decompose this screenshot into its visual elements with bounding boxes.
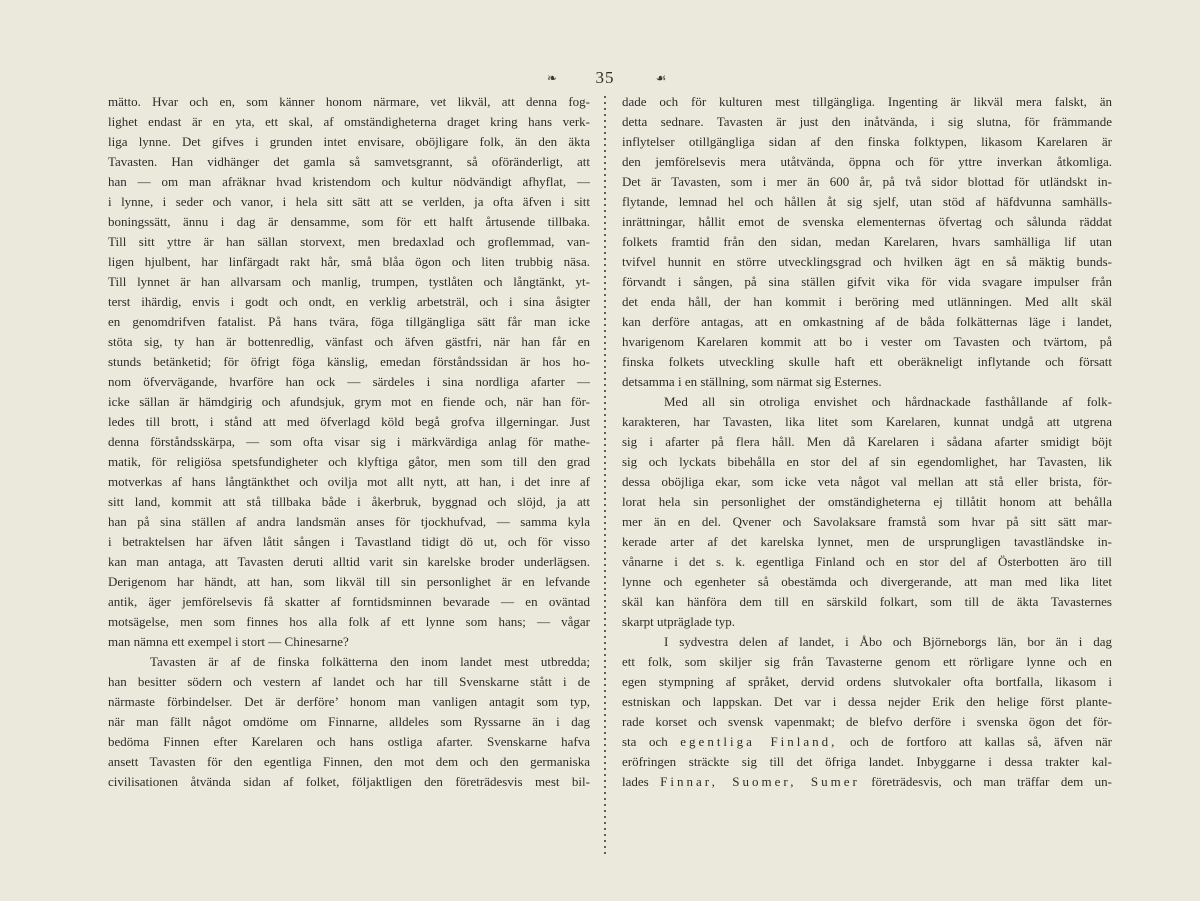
paragraph: [622, 92, 1112, 392]
text-segment: och de fortforo att kallas så, äfven när: [837, 734, 1112, 749]
text-line: det enda håll, der han kommit i beröring med utlänningen. Med allt skäl: [622, 294, 1112, 309]
text-line: ligen hjulbent, har linfärgadt rakt hår, små blåa ögon och liten trubbig näsa.: [108, 254, 590, 269]
right-text-column: [622, 92, 1112, 792]
text-line: han besitter södern och vestern af landet och har till Svenskarne stått i de: [108, 674, 590, 689]
paragraph: [622, 632, 1112, 792]
text-line: denna förståndsskärpa, — som ofta visar sig i märkvärdiga anlag för mathe-: [108, 434, 590, 449]
text-line: förvandt i sången, på sina ställen gifvit vika för vida svagare impulser från: [622, 274, 1112, 289]
page-number: 35: [595, 68, 615, 87]
paragraph: [108, 92, 590, 652]
text-line: estniskan och lappskan. Det var i dessa nejder Erik den helige först plante-: [622, 694, 1112, 709]
text-line: civilisationen åtvända sidan af folket, följaktligen den företrädesvis mest bil-: [108, 774, 590, 789]
text-line: han på sina ställen af andra landsmän anses för tjockhufvad, — samma kyla: [108, 514, 590, 529]
text-line: ett folk, som skiljer sig från Tavasterne genom ett rörligare lynne och en: [622, 654, 1112, 669]
text-line: [622, 732, 1112, 752]
text-segment: sta och: [622, 734, 681, 749]
paragraph: [622, 392, 1112, 632]
text-line: lynne och egenheter så obestämda och divergerande, att man med lika litet: [622, 574, 1112, 589]
text-line: motsägelse, men som finnes hos alla folk af ett lynne som hans; — vågar: [108, 614, 590, 629]
text-line: skarpt utpräglade typ.: [622, 614, 735, 629]
text-line: den jemförelsevis mera utåtvända, öppna och för yttre inverkan åtkomliga.: [622, 154, 1112, 169]
text-line: han — om man afräknar hvad kristendom och kultur nödvändigt afhyflat, —: [108, 174, 590, 189]
text-line: nom öfvervägande, hvarföre han ock — särdeles i sina nordliga afarter —: [108, 374, 590, 389]
text-line: antik, äger jemförelsevis få skatter af forntidsminnen bevarade — en oväntad: [108, 594, 590, 609]
text-line: Tavasten. Han vidhänger det gamla så samvetsgrannt, så oföränderligt, att: [108, 154, 590, 169]
text-line: egen stympning af språket, dervid ordens slutvokaler ofta bortfalla, likasom i: [622, 674, 1112, 689]
text-line: vånarne i det s. k. egentliga Finland och en stor del af Österbotten äro till: [622, 554, 1112, 569]
text-line: en genomdrifven fatalist. På hans tvära, föga tillgängliga sätt får man icke: [108, 314, 590, 329]
text-line: Med all sin otroliga envishet och hårdnackade fasthållande af folk-: [664, 394, 1112, 409]
text-line: Till lynnet är han allvarsam och manlig, trumpen, tystlåten och långtänkt, yt-: [108, 274, 590, 289]
text-line: icke sällan är hämdgirig och afundsjuk, grym mot en fiende och, när han för-: [108, 394, 590, 409]
text-line: boningssätt, ännu i dag är densamme, som för ett halft årtusende tillbaka.: [108, 214, 590, 229]
text-line: sitt land, kommit att stå tillbaka både i åkerbruk, byggnad och slöjd, ja att: [108, 494, 590, 509]
text-line: kan derföre antagas, att en omkastning af de båda folkätternas läge i landet,: [622, 314, 1112, 329]
text-line: inflytelser otillgängliga sidan af den finska folktypen, likasom Karelaren är: [622, 134, 1112, 149]
text-line: närmaste förbindelser. Det är derföre’ honom man vanligen antagit som typ,: [108, 694, 590, 709]
text-segment: företrädesvis, och man träffar dem un-: [859, 774, 1112, 789]
column-divider: [604, 96, 606, 854]
text-line: stöta sig, ty han är bottenredlig, vänfast och äfven gästfri, när han får en: [108, 334, 590, 349]
text-line: lighet endast är en yta, ett skal, af omständigheterna draget kring hans verk-: [108, 114, 590, 129]
spaced-emphasis: Finnar, Suomer, Sumer: [660, 774, 860, 789]
text-line: stunds betänketid; för öfrigt föga känslig, emedan förståndssidan är hos ho-: [108, 354, 590, 369]
text-line: skäl kan hänföra dem till en särskild folkart, som till de äkta Tavasternes: [622, 594, 1112, 609]
spaced-emphasis: egentliga Finland,: [680, 734, 838, 749]
text-line: eröfringen sträckte sig till det öfriga landet. Inbyggarne i dessa trakter kal-: [622, 754, 1112, 769]
page-header: [500, 66, 710, 90]
text-line: detsamma i en ställning, som närmat sig Esternes.: [622, 374, 882, 389]
text-line: ansett Tavasten för den egentliga Finnen, den mot dem och den germaniska: [108, 754, 590, 769]
text-line: liga lynne. Det gifves i grunden intet envisare, oböjligare folk, än den äkta: [108, 134, 590, 149]
text-line: dade och för kulturen mest tillgängliga. Ingenting är likväl mera falskt, än: [622, 94, 1112, 109]
text-line: Till sitt yttre är han sällan storvext, men bredaxlad och groflemmad, van-: [108, 234, 590, 249]
text-line: karakteren, har Tavasten, lika litet som Karelaren, kunnat undgå att utgrena: [622, 414, 1112, 429]
text-line: mer än en del. Qvener och Savolaksare framstå som hvar på sitt sätt mar-: [622, 514, 1112, 529]
text-line: matik, för religiösa spetsfundigheter och klyftiga gåtor, men som till den grad: [108, 454, 590, 469]
fleuron-icon: [541, 68, 563, 88]
text-line: dessa oböjliga ekar, som icke veta något val mellan att stå eller brista, för-: [622, 474, 1112, 489]
left-text-column: [108, 92, 590, 792]
text-line: i lynne, i seder och vanor, i hela sitt sätt att se verlden, ja ofta äfven i sitt: [108, 194, 590, 209]
paragraph: [108, 652, 590, 792]
text-line: när man fällt något omdöme om Finnarne, alldeles som Ryssarne än i dag: [108, 714, 590, 729]
text-line: man nämna ett exempel i stort — Chinesarne?: [108, 634, 349, 649]
text-line: flytande, lemnad hel och hållen åt sig sjelf, utan stöd af häfdvunna samhälls-: [622, 194, 1112, 209]
text-line: sig i afarter på flera håll. Men då Karelaren i sådana afarter smidigt böjt: [622, 434, 1112, 449]
text-line: Derigenom har händt, att han, som likväl till sin personlighet är en lefvande: [108, 574, 590, 589]
text-line: kan man antaga, att Tavasten deruti alltid varit sin karelske broder underlägsen.: [108, 554, 590, 569]
text-line: kerade arter af det karelska lynnet, men de ursprungligen tavastländske in-: [622, 534, 1112, 549]
text-line: detta sednare. Tavasten är just den inåtvända, i sig slutna, för främmande: [622, 114, 1112, 129]
text-line: I sydvestra delen af landet, i Åbo och Björneborgs län, bor än i dag: [664, 634, 1112, 649]
text-line: sig och lyckats bibehålla en stor del af sin egendomlighet, har Tavasten, lik: [622, 454, 1112, 469]
text-line: hvarigenom Karelaren kommit att bo i vester om Tavasten och tvärtom, på: [622, 334, 1112, 349]
text-line: terst ihärdig, envis i godt och ondt, en verklig arbetsträl, och i sina åsigter: [108, 294, 590, 309]
text-line: [622, 772, 1112, 792]
text-line: bedöma Finnen efter Karelaren och hans ostliga afarter. Svenskarne hafva: [108, 734, 590, 749]
text-line: tvifvel hunnit en större utvecklingsgrad och hvilken ägt en så mäktig bunds-: [622, 254, 1112, 269]
text-line: lorat hela sin personlighet der omständigheterna ej tillåtit honom att behålla: [622, 494, 1112, 509]
text-line: motverkas af hans långtänkthet och ovilja mot allt nytt, att han, i det inre af: [108, 474, 590, 489]
text-line: i betraktelsen har äfven låtit sången i Tavastland tidigt dö ut, och för visso: [108, 534, 590, 549]
text-line: finska folkets utveckling skulle haft ett oberäkneligt inflytande och försatt: [622, 354, 1112, 369]
text-line: Det är Tavasten, som i mer än 600 år, på två sidor blottad för utländskt in-: [622, 174, 1112, 189]
text-line: ledes till brott, i stånd att med öfverlagd köld begå grofva illgerningar. Just: [108, 414, 590, 429]
text-line: inrättningar, hållit emot de svenska elementernas öfvertag och sålunda räddat: [622, 214, 1112, 229]
text-line: Tavasten är af de finska folkätterna den inom landet mest utbredda;: [150, 654, 590, 669]
text-line: folkets framtid från den sidan, medan Karelaren, hvars samhälliga lif utan: [622, 234, 1112, 249]
fleuron-icon: [650, 68, 672, 88]
text-line: rade korset och svensk vapenmakt; de blefvo derföre i svenska ögon det för-: [622, 714, 1112, 729]
text-segment: lades: [622, 774, 661, 789]
text-line: mätto. Hvar och en, som känner honom närmare, vet likväl, att denna fog-: [108, 94, 590, 109]
